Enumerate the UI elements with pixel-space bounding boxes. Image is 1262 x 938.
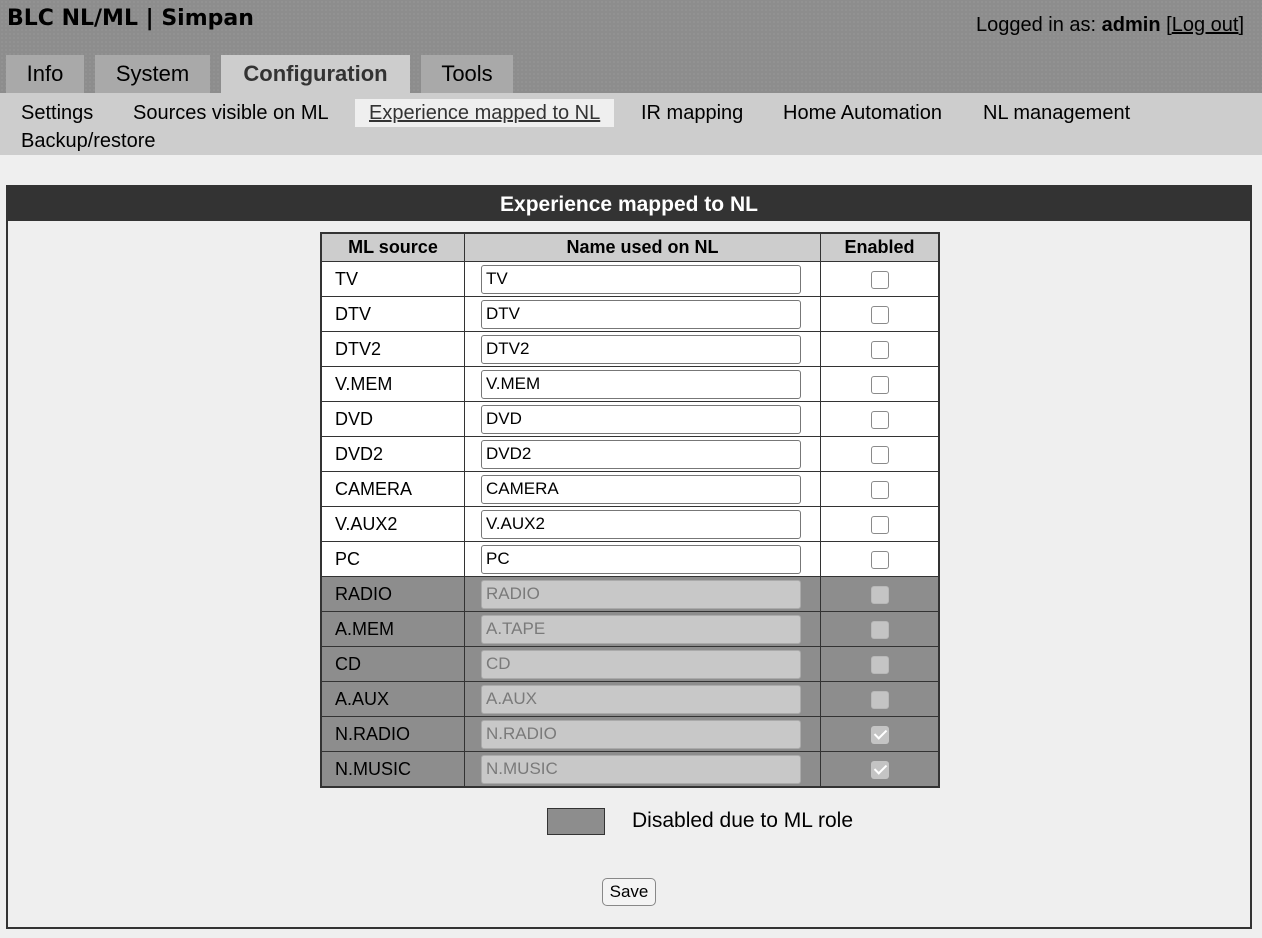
table-row <box>321 437 939 472</box>
checkmark-icon <box>871 761 889 779</box>
table-row <box>321 472 939 507</box>
enabled-cell <box>821 297 940 332</box>
enabled-checkbox[interactable] <box>871 341 889 359</box>
enabled-cell <box>821 647 940 682</box>
enabled-cell <box>821 612 940 647</box>
username: admin <box>1101 14 1161 36</box>
ml-source-cell: DVD <box>321 402 465 437</box>
nl-name-input[interactable] <box>481 405 801 434</box>
table-row <box>321 367 939 402</box>
nl-name-cell <box>465 542 821 577</box>
logout-link[interactable]: Log out <box>1171 14 1239 36</box>
nl-name-input <box>481 755 801 784</box>
nl-name-cell <box>465 402 821 437</box>
enabled-cell <box>821 577 940 612</box>
table-row <box>321 507 939 542</box>
enabled-checkbox[interactable] <box>871 411 889 429</box>
enabled-cell <box>821 262 940 297</box>
enabled-cell <box>821 752 940 788</box>
table-row <box>321 402 939 437</box>
save-button[interactable]: Save <box>602 878 656 906</box>
enabled-cell <box>821 717 940 752</box>
table-row <box>321 297 939 332</box>
nl-name-cell <box>465 367 821 402</box>
ml-source-cell: RADIO <box>321 577 465 612</box>
ml-source-cell: DTV2 <box>321 332 465 367</box>
nl-name-cell <box>465 507 821 542</box>
nl-name-cell <box>465 437 821 472</box>
table-row <box>321 577 939 612</box>
enabled-checkbox[interactable] <box>871 446 889 464</box>
enabled-checkbox[interactable] <box>871 481 889 499</box>
nl-name-cell <box>465 647 821 682</box>
enabled-checkbox[interactable] <box>871 376 889 394</box>
tab-info[interactable]: Info <box>6 55 84 93</box>
top-header <box>0 0 1262 93</box>
nl-name-cell <box>465 297 821 332</box>
nl-name-input[interactable] <box>481 475 801 504</box>
nl-name-input <box>481 720 801 749</box>
ml-source-cell: A.MEM <box>321 612 465 647</box>
ml-source-cell: TV <box>321 262 465 297</box>
enabled-checkbox <box>871 586 889 604</box>
nl-name-cell <box>465 262 821 297</box>
nl-name-input[interactable] <box>481 545 801 574</box>
table-row <box>321 542 939 577</box>
enabled-checkbox <box>871 691 889 709</box>
nl-name-input[interactable] <box>481 510 801 539</box>
tab-configuration[interactable]: Configuration <box>221 55 410 93</box>
app-title: BLC NL/ML | Simpan <box>7 6 254 31</box>
nl-name-cell <box>465 752 821 788</box>
nl-name-input <box>481 580 801 609</box>
enabled-cell <box>821 507 940 542</box>
ml-source-cell: CD <box>321 647 465 682</box>
nl-name-input[interactable] <box>481 335 801 364</box>
legend-text: Disabled due to ML role <box>632 809 854 832</box>
checkmark-icon <box>871 726 889 744</box>
panel-title: Experience mapped to NL <box>8 187 1250 221</box>
table-row <box>321 332 939 367</box>
nl-name-cell <box>465 682 821 717</box>
table-row <box>321 612 939 647</box>
sub-navigation <box>0 93 1262 155</box>
mapping-table <box>320 232 940 788</box>
login-prefix: Logged in as: <box>976 14 1102 36</box>
col-header-ml-source: ML source <box>321 233 465 262</box>
enabled-cell <box>821 402 940 437</box>
enabled-cell <box>821 332 940 367</box>
table-row <box>321 647 939 682</box>
nl-name-cell <box>465 612 821 647</box>
login-status: Logged in as: admin [Log out] <box>976 14 1244 36</box>
subnav-backup-restore[interactable]: Backup/restore <box>21 130 156 152</box>
nl-name-cell <box>465 577 821 612</box>
enabled-checkbox <box>871 621 889 639</box>
enabled-cell <box>821 437 940 472</box>
enabled-checkbox[interactable] <box>871 551 889 569</box>
table-row <box>321 262 939 297</box>
enabled-checkbox[interactable] <box>871 306 889 324</box>
subnav-nl-management[interactable]: NL management <box>983 102 1131 124</box>
nl-name-input <box>481 685 801 714</box>
table-row <box>321 717 939 752</box>
nl-name-input[interactable] <box>481 370 801 399</box>
enabled-checkbox <box>871 656 889 674</box>
nl-name-input <box>481 615 801 644</box>
subnav-ir-mapping[interactable]: IR mapping <box>641 102 744 124</box>
ml-source-cell: V.AUX2 <box>321 507 465 542</box>
ml-source-cell: N.RADIO <box>321 717 465 752</box>
enabled-checkbox[interactable] <box>871 271 889 289</box>
enabled-cell <box>821 542 940 577</box>
enabled-checkbox[interactable] <box>871 516 889 534</box>
ml-source-cell: CAMERA <box>321 472 465 507</box>
ml-source-cell: DTV <box>321 297 465 332</box>
table-row <box>321 682 939 717</box>
nl-name-cell <box>465 472 821 507</box>
ml-source-cell: PC <box>321 542 465 577</box>
subnav-experience-mapped[interactable]: Experience mapped to NL <box>355 99 614 127</box>
enabled-cell <box>821 367 940 402</box>
table-row <box>321 752 939 788</box>
subnav-settings[interactable]: Settings <box>21 102 94 124</box>
ml-source-cell: V.MEM <box>321 367 465 402</box>
enabled-cell <box>821 682 940 717</box>
nl-name-cell <box>465 332 821 367</box>
nl-name-input <box>481 650 801 679</box>
nl-name-input[interactable] <box>481 265 801 294</box>
col-header-name-used: Name used on NL <box>465 233 821 262</box>
nl-name-input[interactable] <box>481 440 801 469</box>
subnav-sources-visible[interactable]: Sources visible on ML <box>133 102 329 124</box>
ml-source-cell: N.MUSIC <box>321 752 465 788</box>
col-header-enabled: Enabled <box>821 233 940 262</box>
ml-source-cell: A.AUX <box>321 682 465 717</box>
tab-tools[interactable]: Tools <box>421 55 513 93</box>
legend-swatch <box>547 808 605 835</box>
enabled-cell <box>821 472 940 507</box>
ml-source-cell: DVD2 <box>321 437 465 472</box>
nl-name-cell <box>465 717 821 752</box>
subnav-home-automation[interactable]: Home Automation <box>783 102 942 124</box>
mapping-panel <box>6 185 1252 929</box>
nl-name-input[interactable] <box>481 300 801 329</box>
tab-system[interactable]: System <box>95 55 210 93</box>
